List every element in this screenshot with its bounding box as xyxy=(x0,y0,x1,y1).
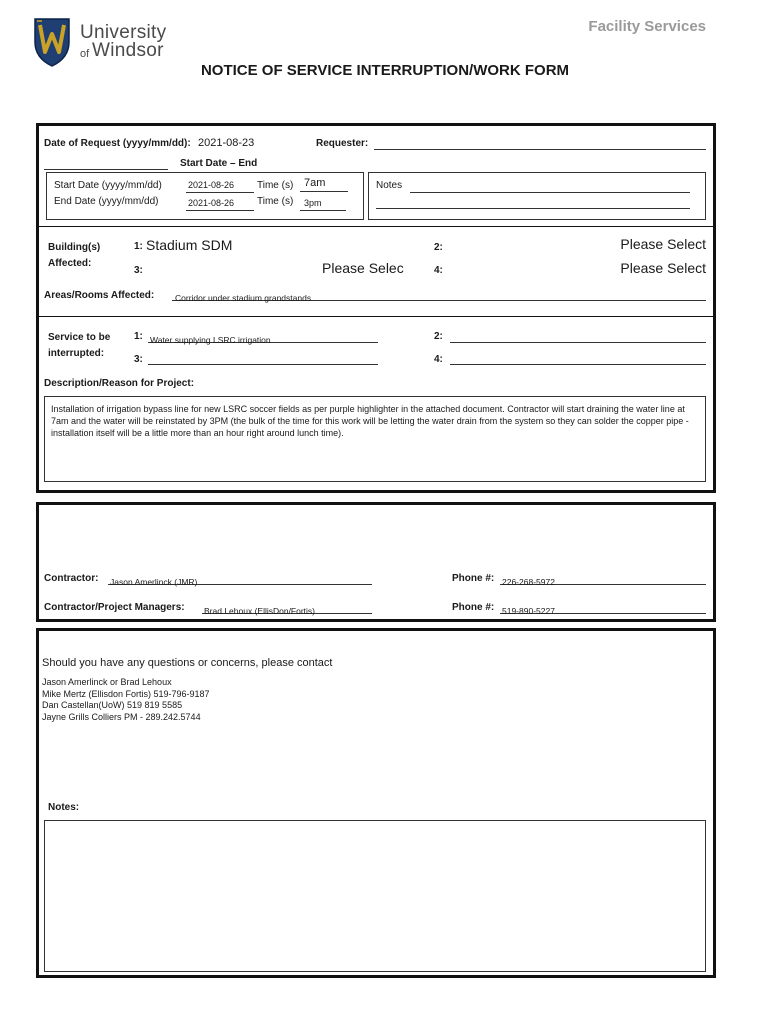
service-1-value: Water supplying LSRC irrigation xyxy=(150,335,271,345)
service-label-2: interrupted: xyxy=(48,348,105,359)
pm-phone-value: 519-890-5227 xyxy=(502,606,555,616)
section-divider-2 xyxy=(38,316,714,317)
request-blank-line xyxy=(44,157,168,170)
service-4-field[interactable] xyxy=(450,352,706,365)
start-date-label: Start Date (yyyy/mm/dd) xyxy=(54,180,162,191)
contractor-field[interactable] xyxy=(108,572,372,585)
building-4-select[interactable]: Please Select xyxy=(620,260,706,276)
end-time-label: Time (s) xyxy=(257,196,294,207)
contact-line: Dan Castellan(UoW) 519 819 5585 xyxy=(42,700,183,710)
contractor-phone-label: Phone #: xyxy=(452,573,495,584)
end-date-field[interactable]: 2021-08-26 xyxy=(186,198,254,211)
contractor-value: Jason Amerlinck (JMR) xyxy=(110,577,198,587)
buildings-label-1: Building(s) xyxy=(48,242,101,253)
top-notes-line-2[interactable] xyxy=(376,196,690,209)
pm-phone-label: Phone #: xyxy=(452,602,495,613)
project-manager-field[interactable] xyxy=(202,601,372,614)
areas-field[interactable] xyxy=(172,288,706,301)
contact-list xyxy=(42,677,210,723)
logo-windsor-text: Windsor xyxy=(92,40,164,61)
end-date-label: End Date (yyyy/mm/dd) xyxy=(54,196,159,207)
service-4-number: 4: xyxy=(434,354,443,365)
description-box[interactable] xyxy=(44,396,706,482)
contact-line: Mike Mertz (Ellisdon Fortis) 519-796-9187 xyxy=(42,688,210,699)
building-1-select[interactable]: Stadium SDM xyxy=(146,237,233,253)
start-time-label: Time (s) xyxy=(257,180,294,191)
top-notes-label: Notes xyxy=(376,180,403,191)
building-2-select[interactable]: Please Select xyxy=(620,236,706,252)
buildings-label-2: Affected: xyxy=(48,258,92,269)
service-2-field[interactable] xyxy=(450,330,706,343)
logo-university-text: University xyxy=(80,22,167,43)
service-3-number: 3: xyxy=(134,354,143,365)
date-of-request-label: Date of Request (yyyy/mm/dd): xyxy=(44,138,191,149)
building-1-number: 1: xyxy=(134,241,143,252)
logo-of-text: of xyxy=(80,48,90,60)
service-3-field[interactable] xyxy=(148,352,378,365)
pm-phone-field[interactable] xyxy=(500,601,706,614)
date-of-request-value[interactable]: 2021-08-23 xyxy=(198,137,255,149)
requester-field[interactable] xyxy=(374,137,706,150)
contact-intro: Should you have any questions or concerns, please contact xyxy=(42,657,333,669)
form-title: NOTICE OF SERVICE INTERRUPTION/WORK FORM xyxy=(200,62,570,79)
end-time-field[interactable]: 3pm xyxy=(300,198,346,211)
notes-textarea[interactable] xyxy=(44,820,706,972)
description-label: Description/Reason for Project: xyxy=(44,378,195,389)
date-range-heading: Start Date – End xyxy=(180,158,258,169)
contractor-phone-field[interactable] xyxy=(500,572,706,585)
start-time-field[interactable]: 7am xyxy=(300,177,348,192)
building-2-number: 2: xyxy=(434,242,443,253)
notes-label: Notes: xyxy=(48,802,80,813)
top-notes-line-1[interactable] xyxy=(410,180,690,193)
contractor-phone-value: 226-268-5972 xyxy=(502,577,555,587)
requester-label: Requester: xyxy=(316,138,369,149)
service-1-number: 1: xyxy=(134,331,143,342)
areas-value: Corridor under stadium grandstands xyxy=(175,293,312,303)
areas-label: Areas/Rooms Affected: xyxy=(44,290,155,301)
project-manager-label: Contractor/Project Managers: xyxy=(44,602,185,613)
section-divider xyxy=(38,226,714,227)
building-3-number: 3: xyxy=(134,265,143,276)
service-2-number: 2: xyxy=(434,331,443,342)
service-1-field[interactable] xyxy=(148,330,378,343)
contact-line: Jayne Grills Colliers PM - 289.242.5744 xyxy=(42,711,201,722)
project-manager-value: Brad Lehoux (EllisDon/Fortis) xyxy=(204,606,316,616)
contact-line: Jason Amerlinck or Brad Lehoux xyxy=(42,677,172,687)
building-4-number: 4: xyxy=(434,265,443,276)
department-name: Facility Services xyxy=(588,18,706,35)
shield-icon xyxy=(32,16,72,68)
start-date-field[interactable]: 2021-08-26 xyxy=(186,180,254,193)
contractor-label: Contractor: xyxy=(44,573,99,584)
building-3-select[interactable]: Please Selec xyxy=(322,260,404,276)
service-label-1: Service to be xyxy=(48,332,111,343)
description-text: Installation of irrigation bypass line for new LSRC soccer fields as per purple highlighter in the attached document. Contractor will start draining the water line at 7am and the water will be reinstated by 3PM (the bulk of the time for this work will be letting the water drain from the system so they can solder the copper pipe - installation itself will be a little more than an hour right around lunch time). xyxy=(51,404,689,438)
